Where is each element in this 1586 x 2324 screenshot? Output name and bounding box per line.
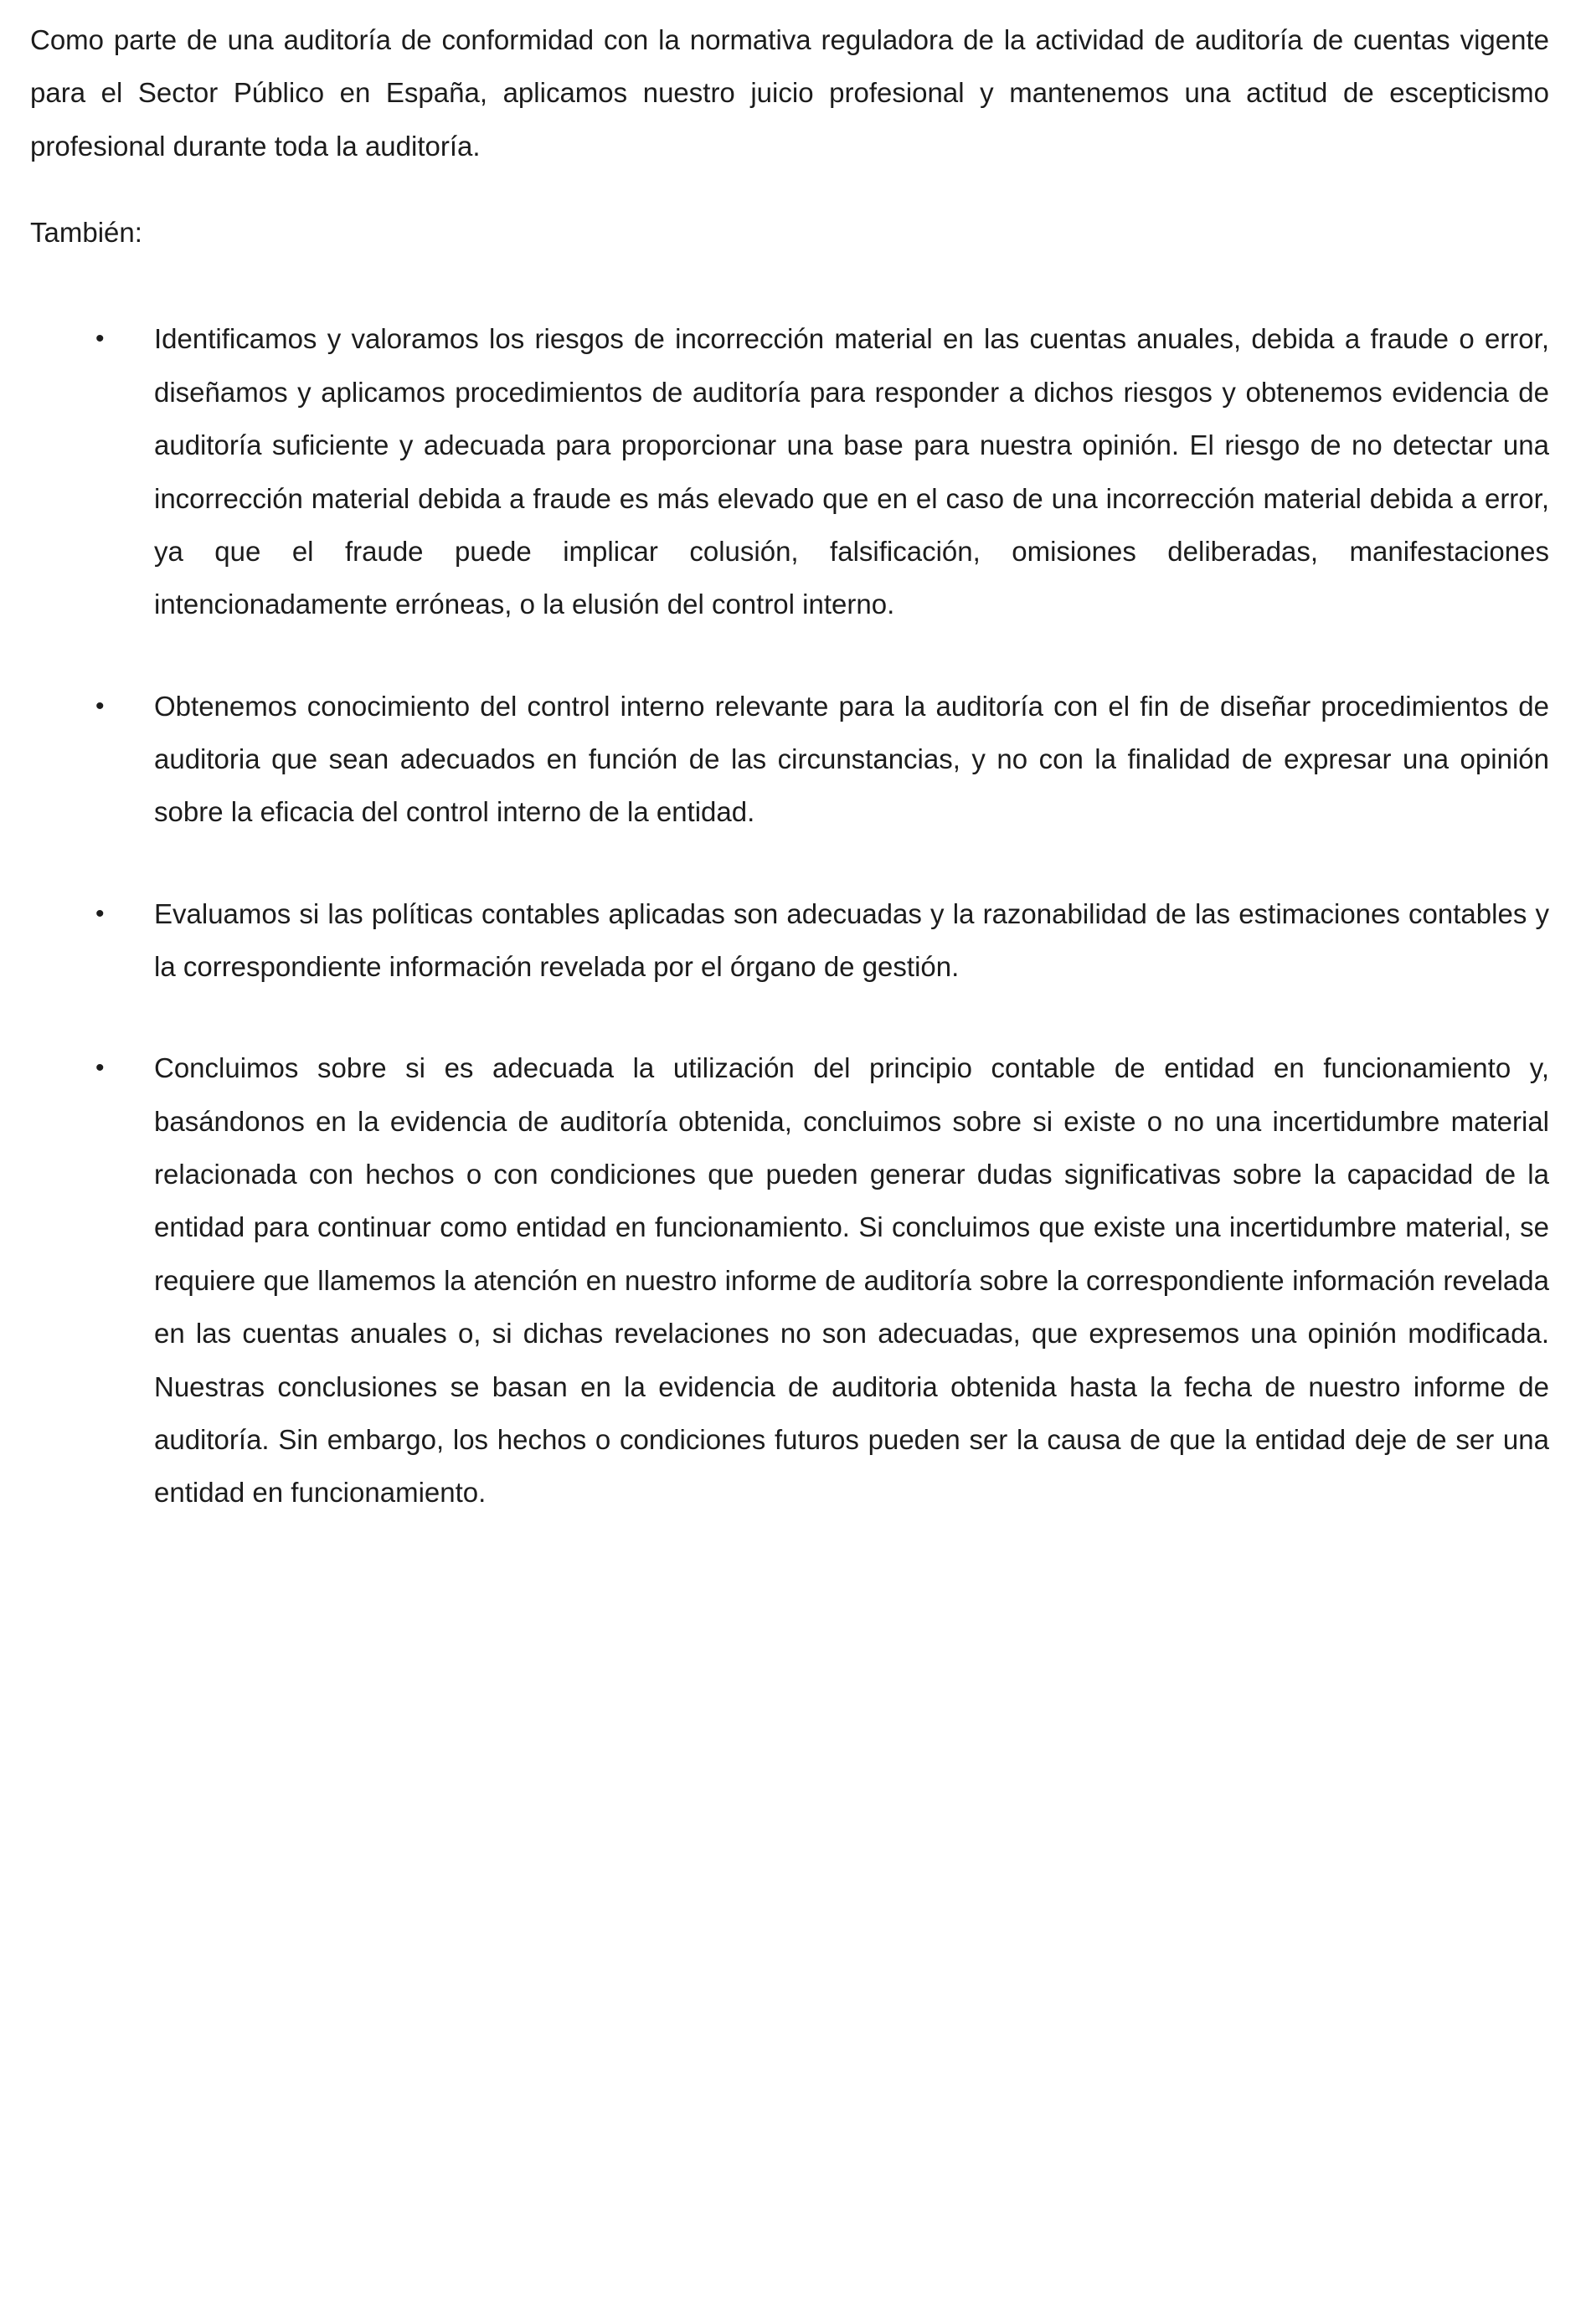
bullet-icon: • [95,325,105,353]
bullet-icon: • [95,899,105,928]
bullet-text-2: Obtenemos conocimiento del control interno relevante para la auditoría con el fin de diseñar procedimientos de auditoria que sean adecuados en función de las circunstancias, y no con la finalidad de expresar una opinión sobre la eficacia del control interno de la entidad. [154,690,1549,828]
bullet-text-4: Concluimos sobre si es adecuada la utilización del principio contable de entidad en funcionamiento y, basándonos en la evidencia de auditoría obtenida, concluimos sobre si existe o no una incertidumbre material relacionada con hechos o con condiciones que pueden generar dudas significativas sobre la capacidad de la entidad para continuar como entidad en funcionamiento. Si concluimos que existe una incertidumbre material, se requiere que llamemos la atención en nuestro informe de auditoría sobre la correspondiente información revelada en las cuentas anuales o, si dichas revelaciones no son adecuadas, que expresemos una opinión modificada. Nuestras conclusiones se basan en la evidencia de auditoria obtenida hasta la fecha de nuestro informe de auditoría. Sin embargo, los hechos o condiciones futuros pueden ser la causa de que la entidad deje de ser una entidad en funcionamiento. [154,1052,1549,1509]
bullet-icon: • [95,692,105,720]
bullet-item-1 [30,312,1549,630]
bullet-text-1: Identificamos y valoramos los riesgos de incorrección material en las cuentas anuales, debida a fraude o error, diseñamos y aplicamos procedimientos de auditoría para responder a dichos riesgos y obtenemos evidencia de auditoría suficiente y adecuada para proporcionar una base para nuestra opinión. El riesgo de no detectar una incorrección material debida a fraude es más elevado que en el caso de una incorrección material debida a error, ya que el fraude puede implicar colusión, falsificación, omisiones deliberadas, manifestaciones intencionadamente erróneas, o la elusión del control interno. [154,323,1549,620]
intro-paragraph: Como parte de una auditoría de conformidad con la normativa reguladora de la actividad de auditoría de cuentas vigente para el Sector Público en España, aplicamos nuestro juicio profesional y mantenemos una actitud de escepticismo profesional durante toda la auditoría. [30,24,1549,162]
bullet-icon: • [95,1054,105,1082]
bullet-item-4 [30,1041,1549,1519]
bullet-text-3: Evaluamos si las políticas contables aplicadas son adecuadas y la razonabilidad de las estimaciones contables y la correspondiente información revelada por el órgano de gestión. [154,897,1549,983]
also-label: También: [30,217,142,249]
bullet-item-3 [30,887,1549,994]
bullet-item-2 [30,680,1549,839]
